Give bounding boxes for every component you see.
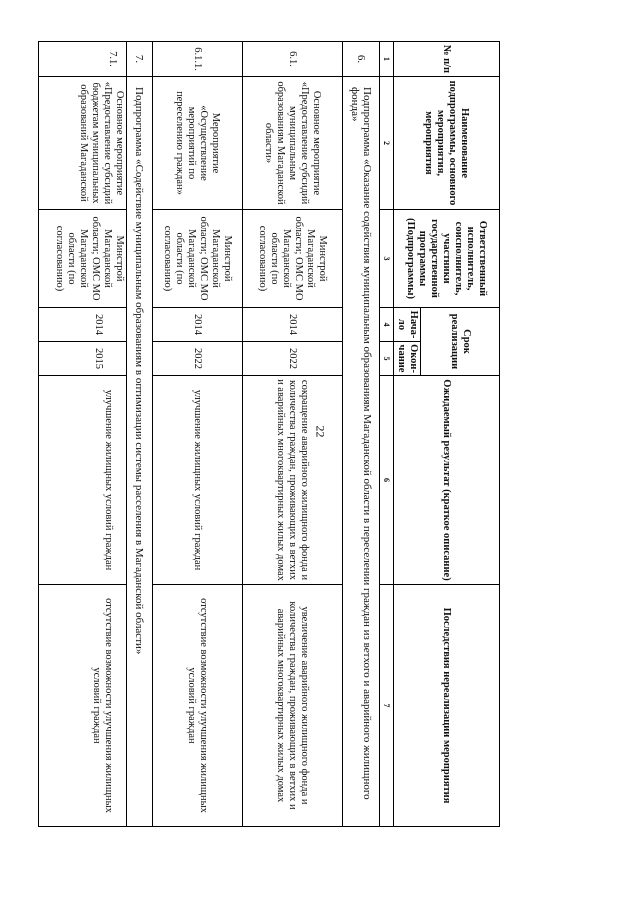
header-consequence: Последствия нереализации мероприятия — [394, 585, 500, 827]
row-num: 6.1.1. — [153, 42, 243, 77]
row-start: 2014 — [243, 308, 343, 342]
row-end: 2022 — [153, 342, 243, 376]
row-executor: Минстрой Магаданской области; ОМС МО Магаданской области (по согласованию) — [153, 210, 243, 308]
section-num: 7. — [127, 42, 153, 77]
header-term: Срок реализации — [421, 308, 500, 376]
row-num: 7.1. — [39, 42, 127, 77]
rotated-sheet — [54, 41, 500, 826]
table-viewport — [54, 41, 500, 826]
table-row — [153, 42, 243, 827]
header-row — [421, 42, 500, 827]
row-result: сокращение аварийного жилищного фонда и количества граждан, проживающих в ветхих и аварийных многоквартирных жилых домах — [243, 376, 343, 585]
row-end: 2022 — [243, 342, 343, 376]
row-result: улучшение жилищных условий граждан — [153, 376, 243, 585]
colnum-6: 6 — [380, 376, 394, 585]
row-name: Основное мероприятие «Предоставление субсидий муниципальным образованиям Магаданской области» — [243, 77, 343, 210]
row-end: 2015 — [39, 342, 127, 376]
header-num: № п/п — [394, 42, 500, 77]
section-row — [127, 42, 153, 827]
section-title: Подпрограмма «Содействие муниципальным образованиям в оптимизации системы расселения в Магаданской области» — [127, 77, 153, 827]
section-title: Подпрограмма «Оказание содействия муниципальным образованиям Магаданской области в переселении граждан из ветхого и аварийного жилищного фонда» — [343, 77, 380, 827]
table-row — [39, 42, 127, 827]
row-start: 2014 — [153, 308, 243, 342]
page-number: 22 — [313, 425, 328, 438]
colnum-4: 4 — [380, 308, 394, 342]
header-result: Ожидаемый результат (краткое описание) — [394, 376, 500, 585]
row-consequence: увеличение аварийного жилищного фонда и количества граждан, проживающих в ветхих и аварийных многоквартирных жилых домах — [243, 585, 343, 827]
row-executor: Минстрой Магаданской области; ОМС МО Магаданской области (по согласованию) — [39, 210, 127, 308]
table-row — [243, 42, 343, 827]
header-start: Нача-ло — [394, 308, 421, 342]
colnum-1: 1 — [380, 42, 394, 77]
row-consequence: отсутствие возможности улучшения жилищных условий граждан — [39, 585, 127, 827]
row-name: Основное мероприятие «Предоставление субсидий бюджетам муниципальных образований Магаданской — [39, 77, 127, 210]
row-result: улучшение жилищных условий граждан — [39, 376, 127, 585]
header-end: Окон-чание — [394, 342, 421, 376]
section-row — [343, 42, 380, 827]
row-executor: Минстрой Магаданской области; ОМС МО Магаданской области (по согласованию) — [243, 210, 343, 308]
colnum-2: 2 — [380, 77, 394, 210]
row-name: Мероприятие «Осуществление мероприятий по переселению граждан» — [153, 77, 243, 210]
column-numbers-row — [380, 42, 394, 827]
program-table — [38, 41, 500, 827]
colnum-7: 7 — [380, 585, 394, 827]
row-consequence: отсутствие возможности улучшения жилищных условий граждан — [153, 585, 243, 827]
colnum-3: 3 — [380, 210, 394, 308]
colnum-5: 5 — [380, 342, 394, 376]
row-num: 6.1. — [243, 42, 343, 77]
row-start: 2014 — [39, 308, 127, 342]
header-executor: Ответственный исполнитель, соисполнитель, участники государственной программы (Подпрограммы) — [394, 210, 500, 308]
section-num: 6. — [343, 42, 380, 77]
header-name: Наименование подпрограммы, основного мероприятия, мероприятия — [394, 77, 500, 210]
